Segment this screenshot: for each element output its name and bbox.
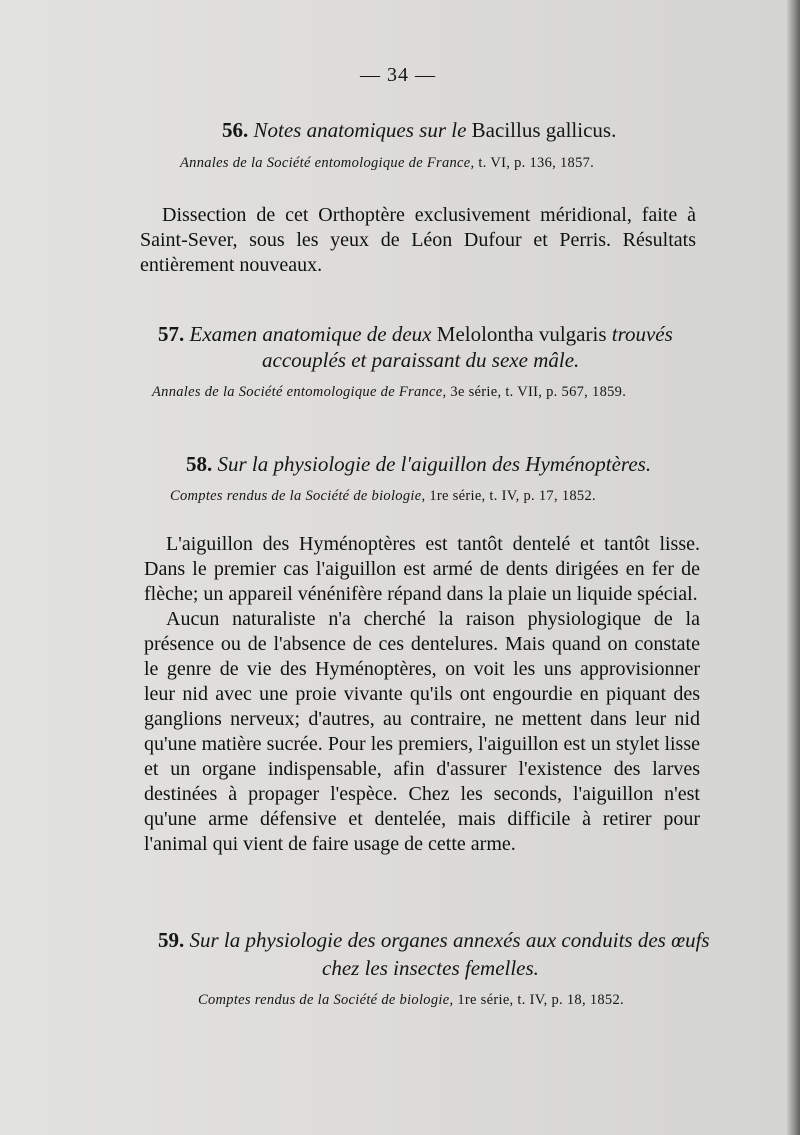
entry-59-source-journal: Comptes rendus de la Société de biologie,	[198, 992, 454, 1008]
entry-56-title-italic: Notes anatomiques sur le	[253, 118, 467, 142]
entry-57-source-journal: Annales de la Société entomologique de France,	[152, 384, 447, 400]
entry-57-number: 57.	[158, 322, 185, 346]
entry-59-title-line2	[322, 956, 539, 981]
entry-56-number: 56.	[222, 118, 249, 142]
entry-57-source-details: 3e série, t. VII, p. 567, 1859.	[450, 384, 627, 400]
entry-58-paragraph-2: Aucun naturaliste n'a cherché la raison physiologique de la présence ou de l'absence de ces dentelures. Mais quand on constate le genre de vie des Hyménoptères, on voit les uns approvisionner leur nid avec une proie vivante qu'ils ont engourdie en piquant des ganglions nerveux; d'autres, au contraire, ne mettent dans leur nid qu'une matière sucrée. Pour les premiers, l'aiguillon est un stylet lisse et un organe indispensable, afin d'assurer l'existence des larves destinées à propager l'espèce. Chez les seconds, l'aiguillon n'est qu'une arme défensive et dentelée, mais difficile à retirer pour l'animal qui vient de faire usage de cette arme.	[144, 608, 700, 855]
entry-59-title-line2-text: chez les insectes femelles.	[322, 956, 539, 980]
entry-58-source-details: 1re série, t. IV, p. 17, 1852.	[429, 488, 596, 504]
entry-58-number: 58.	[186, 452, 213, 476]
page-number: — 34 —	[360, 64, 436, 86]
entry-59-title-line1	[158, 928, 710, 953]
entry-58-title-text: Sur la physiologie de l'aiguillon des Hyménoptères.	[217, 452, 652, 476]
entry-57-title-line1	[158, 322, 673, 347]
entry-57-title-italic: Examen anatomique de deux	[189, 322, 432, 346]
entry-57-source	[152, 384, 626, 401]
entry-59-title-text: Sur la physiologie des organes annexés aux conduits des œufs	[189, 928, 710, 952]
entry-58-source	[170, 488, 596, 505]
entry-58-paragraph-1: L'aiguillon des Hyménoptères est tantôt dentelé et tantôt lisse. Dans le premier cas l'aiguillon est armé de dents dirigées en fer de flèche; un appareil vénénifère répand dans la plaie un liquide spécial.	[144, 533, 700, 605]
entry-56-body	[140, 203, 696, 278]
entry-58-source-journal: Comptes rendus de la Société de biologie,	[170, 488, 426, 504]
entry-56-title	[222, 118, 616, 143]
entry-58-body	[144, 532, 700, 857]
entry-59-number: 59.	[158, 928, 185, 952]
entry-57-title-species: Melolontha vulgaris	[436, 322, 607, 346]
entry-57-title-line2	[262, 348, 579, 373]
entry-56-source-details: t. VI, p. 136, 1857.	[478, 155, 595, 171]
entry-57-title-line2-text: accouplés et paraissant du sexe mâle.	[262, 348, 580, 372]
entry-59-source-details: 1re série, t. IV, p. 18, 1852.	[457, 992, 624, 1008]
entry-56-source	[180, 155, 594, 172]
page-edge-shadow	[786, 0, 800, 1135]
entry-56-paragraph: Dissection de cet Orthoptère exclusivement méridional, faite à Saint-Sever, sous les yeux de Léon Dufour et Perris. Résultats entièrement nouveaux.	[140, 204, 696, 276]
entry-56-source-journal: Annales de la Société entomologique de France,	[180, 155, 475, 171]
entry-56-title-species: Bacillus gallicus.	[471, 118, 617, 142]
entry-57-title-italic-2: trouvés	[611, 322, 673, 346]
entry-58-title	[186, 452, 651, 477]
entry-59-source	[198, 992, 624, 1009]
